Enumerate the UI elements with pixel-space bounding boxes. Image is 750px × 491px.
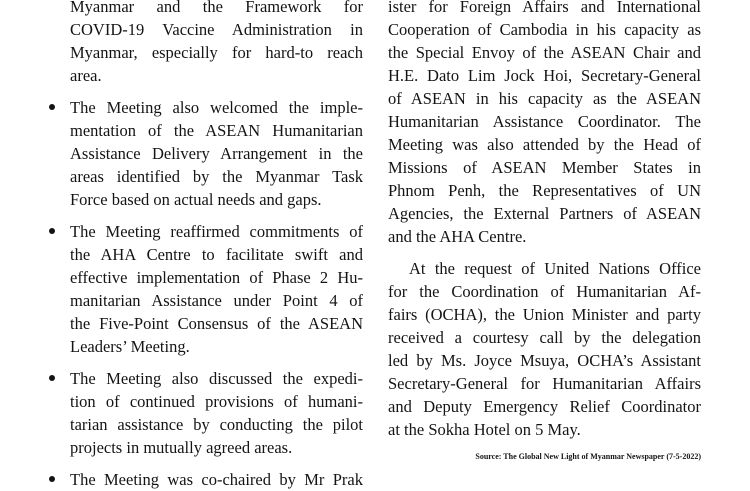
bullet-item bbox=[70, 96, 363, 211]
text-line: the AHA Centre to facilitate swift and bbox=[70, 245, 363, 264]
intro-paragraph bbox=[70, 0, 363, 87]
paragraph-ocha bbox=[388, 257, 701, 441]
text-line: The Meeting was co-chaired by Mr Prak bbox=[70, 470, 363, 489]
text-line: received a courtesy call by the delegation bbox=[388, 328, 701, 347]
text-line: effective implementation of Phase 2 Hu- bbox=[70, 268, 363, 287]
text-line: of ASEAN in his capacity as the ASEAN bbox=[388, 89, 701, 108]
text-line: ister for Foreign Affairs and International bbox=[388, 0, 701, 16]
text-line: manitarian Assistance under Point 4 of bbox=[70, 291, 363, 310]
text-line: and the AHA Centre. bbox=[388, 227, 527, 246]
text-line: Missions of ASEAN Member States in bbox=[388, 158, 701, 177]
text-line: Agencies, the External Partners of ASEAN bbox=[388, 204, 701, 223]
text-line: areas identified by the Myanmar Task bbox=[70, 167, 363, 186]
bullet-icon bbox=[49, 375, 55, 381]
text-line: and Deputy Emergency Relief Coordinator bbox=[388, 397, 701, 416]
text-line: Assistance Delivery Arrangement in the bbox=[70, 144, 363, 163]
text-line: area. bbox=[70, 66, 102, 85]
text-line: COVID-19 Vaccine Administration in bbox=[70, 20, 363, 39]
text-line: H.E. Dato Lim Jock Hoi, Secretary-General bbox=[388, 66, 701, 85]
right-column bbox=[388, 0, 701, 441]
text-line: tarian assistance by conducting the pilot bbox=[70, 415, 363, 434]
text-line: The Meeting reaffirmed commitments of bbox=[70, 222, 363, 241]
text-line: Cooperation of Cambodia in his capacity as bbox=[388, 20, 701, 39]
source-citation: Source: The Global New Light of Myanmar Newspaper (7-5-2022) bbox=[475, 452, 701, 461]
text-line: at the Sokha Hotel on 5 May. bbox=[388, 420, 581, 439]
text-line: the Five-Point Consensus of the ASEAN bbox=[70, 314, 363, 333]
paragraph-attendees bbox=[388, 0, 701, 248]
left-column bbox=[70, 0, 363, 491]
text-line: led by Ms. Joyce Msuya, OCHA’s Assistant bbox=[388, 351, 701, 370]
text-line: Secretary-General for Humanitarian Affairs bbox=[388, 374, 701, 393]
text-line: Myanmar and the Framework for bbox=[70, 0, 363, 16]
text-line: The Meeting also discussed the expedi- bbox=[70, 369, 363, 388]
text-line: fairs (OCHA), the Union Minister and party bbox=[388, 305, 701, 324]
text-line: mentation of the ASEAN Humanitarian bbox=[70, 121, 363, 140]
text-line: Meeting was also attended by the Head of bbox=[388, 135, 701, 154]
text-line: The Meeting also welcomed the imple- bbox=[70, 98, 363, 117]
text-line: for the Coordination of Humanitarian Af- bbox=[388, 282, 701, 301]
text-line: At the request of United Nations Office bbox=[409, 259, 701, 278]
bullet-item bbox=[70, 468, 363, 491]
bullet-icon bbox=[49, 476, 55, 482]
bullet-icon bbox=[49, 104, 55, 110]
text-line: the Special Envoy of the ASEAN Chair and bbox=[388, 43, 701, 62]
text-line: tion of continued provisions of humani- bbox=[70, 392, 363, 411]
text-line: Leaders’ Meeting. bbox=[70, 337, 190, 356]
bullet-icon bbox=[49, 228, 55, 234]
text-line: Humanitarian Assistance Coordinator. The bbox=[388, 112, 701, 131]
paragraph-spacer bbox=[388, 248, 701, 257]
text-line: Force based on actual needs and gaps. bbox=[70, 190, 322, 209]
text-line: projects in mutually agreed areas. bbox=[70, 438, 293, 457]
bullet-item bbox=[70, 220, 363, 358]
text-line: Myanmar, especially for hard-to reach bbox=[70, 43, 363, 62]
bullet-item bbox=[70, 367, 363, 459]
text-line: Phnom Penh, the Representatives of UN bbox=[388, 181, 701, 200]
